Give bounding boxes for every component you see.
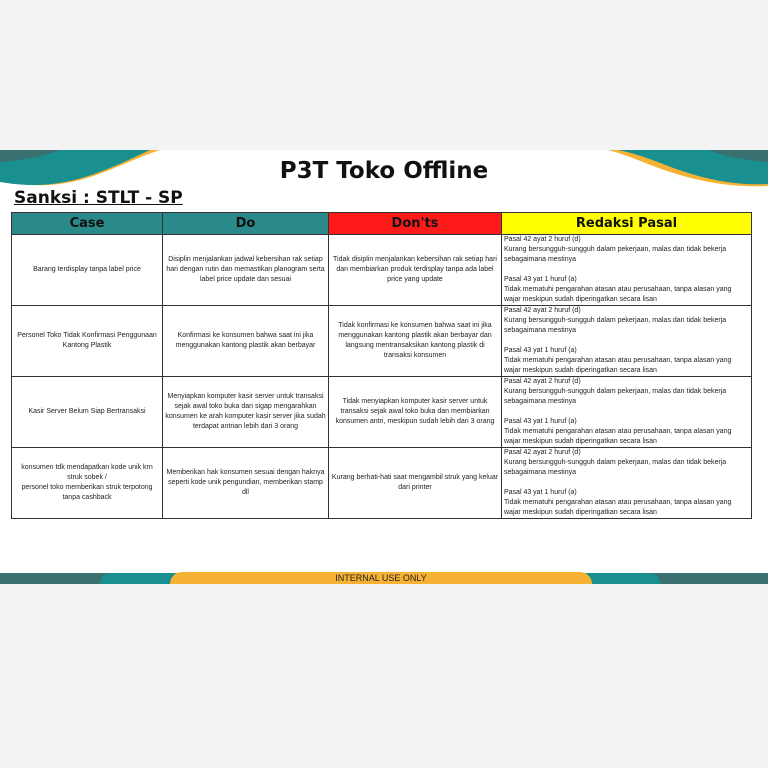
table-row: [12, 235, 752, 306]
cell-do: Memberikan hak konsumen sesuai dengan haknya seperti kode unik pengundian, memberikan stamp dll: [163, 448, 329, 519]
page-title: P3T Toko Offline: [279, 158, 489, 184]
table-row: [12, 377, 752, 448]
cell-case: Barang terdisplay tanpa label price: [12, 235, 163, 306]
footer-internal-label: INTERNAL USE ONLY: [170, 572, 592, 584]
table-row: [12, 306, 752, 377]
header-redaksi-pasal: Redaksi Pasal: [502, 213, 752, 235]
slide: [0, 150, 768, 584]
header-do: Do: [163, 213, 329, 235]
cell-redaksi-pasal: Pasal 42 ayat 2 huruf (d) Kurang bersungguh-sungguh dalam pekerjaan, malas dan tidak bekerja sebagaimana mestinya Pasal 43 yat 1 huruf (a) Tidak mematuhi pengarahan atasan atau perusahaan, tanpa alasan yang wajar meskipun sudah diperingatkan secara lisan: [502, 306, 752, 377]
table-row: [12, 448, 752, 519]
cell-redaksi-pasal: Pasal 42 ayat 2 huruf (d) Kurang bersungguh-sungguh dalam pekerjaan, malas dan tidak bekerja sebagaimana mestinya Pasal 43 yat 1 huruf (a) Tidak mematuhi pengarahan atasan atau perusahaan, tanpa alasan yang wajar meskipun sudah diperingatkan secara lisan: [502, 235, 752, 306]
header-donts: Don'ts: [329, 213, 502, 235]
cell-case: konsumen tdk mendapatkan kode unik krn struk sobek / personel toko memberikan struk terpotong tanpa cashback: [12, 448, 163, 519]
cell-redaksi-pasal: Pasal 42 ayat 2 huruf (d) Kurang bersungguh-sungguh dalam pekerjaan, malas dan tidak bekerja sebagaimana mestinya Pasal 43 yat 1 huruf (a) Tidak mematuhi pengarahan atasan atau perusahaan, tanpa alasan yang wajar meskipun sudah diperingatkan secara lisan: [502, 377, 752, 448]
cell-donts: Kurang berhati-hati saat mengambil struk yang keluar dari printer: [329, 448, 502, 519]
header-case: Case: [12, 213, 163, 235]
cell-redaksi-pasal: Pasal 42 ayat 2 huruf (d) Kurang bersungguh-sungguh dalam pekerjaan, malas dan tidak bekerja sebagaimana mestinya Pasal 43 yat 1 huruf (a) Tidak mematuhi pengarahan atasan atau perusahaan, tanpa alasan yang wajar meskipun sudah diperingatkan secara lisan: [502, 448, 752, 519]
cell-do: Konfirmasi ke konsumen bahwa saat ini jika menggunakan kantong plastik akan berbayar: [163, 306, 329, 377]
table-header-row: [12, 213, 752, 235]
cell-case: Personel Toko Tidak Konfirmasi Penggunaan Kantong Plastik: [12, 306, 163, 377]
cell-case: Kasir Server Belum Siap Bertransaksi: [12, 377, 163, 448]
cell-do: Disiplin menjalankan jadwal kebersihan rak setiap hari dengan rutin dan memastikan planogram serta label price update dan sesuai: [163, 235, 329, 306]
section-subtitle: Sanksi : STLT - SP: [14, 188, 183, 208]
cell-donts: Tidak menyiapkan komputer kasir server untuk transaksi sejak awal toko buka dan membiarkan konsumen antri, meskipun sudah lebih dari 3 orang: [329, 377, 502, 448]
cell-do: Menyiapkan komputer kasir server untuk transaksi sejak awal toko buka dan sigap mengarahkan konsumen ke arah komputer kasir server jika sudah terdapat antrian lebih dari 3 orang: [163, 377, 329, 448]
sanction-table: [11, 212, 752, 519]
cell-donts: Tidak konfirmasi ke konsumen bahwa saat ini jika menggunakan kantong plastik akan berbayar dan langsung mentransaksikan kantong plastik di transaksi konsumen: [329, 306, 502, 377]
cell-donts: Tidak disiplin menjalankan kebersihan rak setiap hari dan membiarkan produk terdisplay tanpa ada label price yang update: [329, 235, 502, 306]
